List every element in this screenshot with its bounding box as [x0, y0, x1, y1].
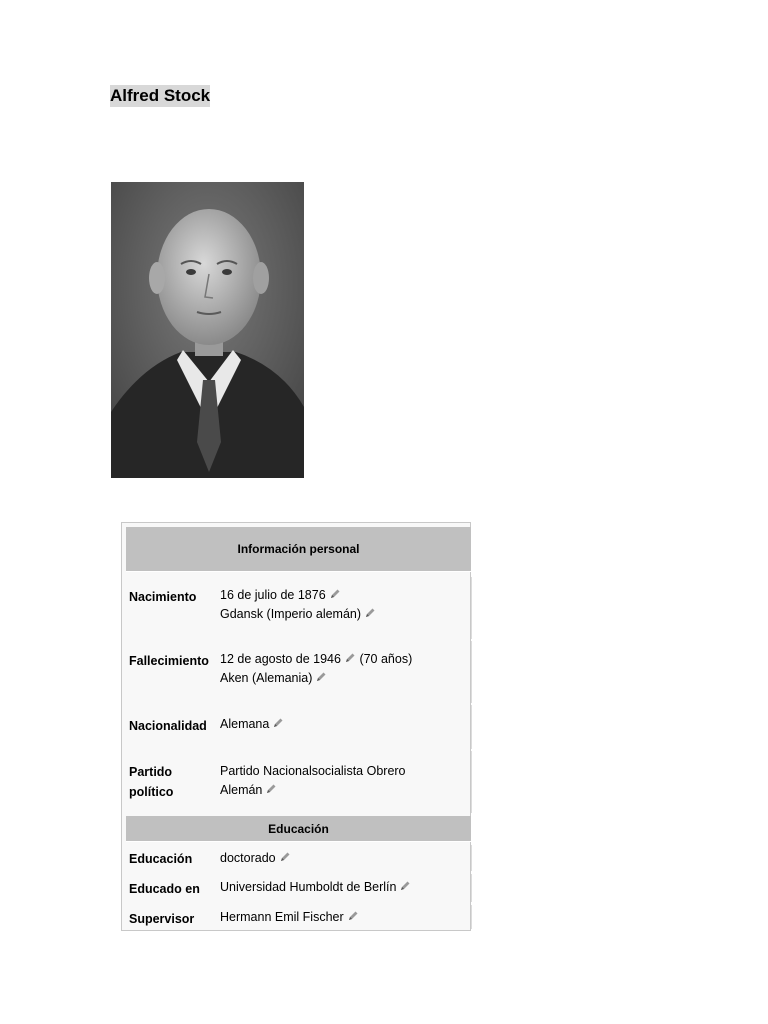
pencil-icon[interactable] — [347, 910, 359, 922]
section-header-education: Educación — [126, 816, 471, 842]
value-death — [220, 650, 412, 688]
row-educated-at — [126, 874, 472, 902]
label-supervisor: Supervisor — [129, 912, 195, 926]
pencil-icon[interactable] — [279, 851, 291, 863]
education-value[interactable]: doctorado — [220, 851, 276, 865]
pencil-icon[interactable] — [315, 671, 327, 683]
value-education — [220, 849, 291, 868]
label-educated-at: Educado en — [129, 882, 200, 896]
birth-place[interactable]: Gdansk (Imperio alemán) — [220, 607, 362, 621]
value-party — [220, 762, 406, 800]
label-birth: Nacimiento — [129, 590, 197, 604]
pencil-icon[interactable] — [344, 652, 356, 664]
death-age: (70 años) — [359, 652, 413, 666]
pencil-icon[interactable] — [265, 783, 277, 795]
row-nationality — [126, 705, 472, 749]
death-date[interactable]: 12 de agosto de 1946 — [220, 652, 341, 666]
label-party — [129, 762, 173, 802]
value-supervisor — [220, 908, 359, 927]
row-education — [126, 845, 472, 871]
infobox — [121, 522, 471, 931]
nationality-value[interactable]: Alemana — [220, 717, 270, 731]
row-supervisor — [126, 905, 472, 929]
pencil-icon[interactable] — [399, 880, 411, 892]
portrait-photo — [111, 182, 304, 478]
party-line2[interactable]: Alemán — [220, 783, 263, 797]
value-educated-at — [220, 878, 411, 897]
educated-at-value[interactable]: Universidad Humboldt de Berlín — [220, 880, 397, 894]
pencil-icon[interactable] — [272, 717, 284, 729]
label-education: Educación — [129, 852, 193, 866]
supervisor-value[interactable]: Hermann Emil Fischer — [220, 910, 344, 924]
pencil-icon[interactable] — [364, 607, 376, 619]
party-line1[interactable]: Partido Nacionalsocialista Obrero — [220, 764, 406, 778]
death-place[interactable]: Aken (Alemania) — [220, 671, 313, 685]
row-birth — [126, 577, 472, 639]
section-header-personal: Información personal — [126, 527, 471, 572]
row-party — [126, 751, 472, 813]
label-death: Fallecimiento — [129, 654, 209, 668]
value-nationality — [220, 715, 284, 734]
portrait-image — [111, 182, 304, 478]
label-nationality: Nacionalidad — [129, 719, 207, 733]
pencil-icon[interactable] — [329, 588, 341, 600]
page-title: Alfred Stock — [110, 86, 211, 105]
birth-date[interactable]: 16 de julio de 1876 — [220, 588, 326, 602]
row-death — [126, 641, 472, 703]
label-party-line1: Partido — [129, 765, 173, 779]
label-party-line2: político — [129, 785, 174, 799]
value-birth — [220, 586, 376, 624]
